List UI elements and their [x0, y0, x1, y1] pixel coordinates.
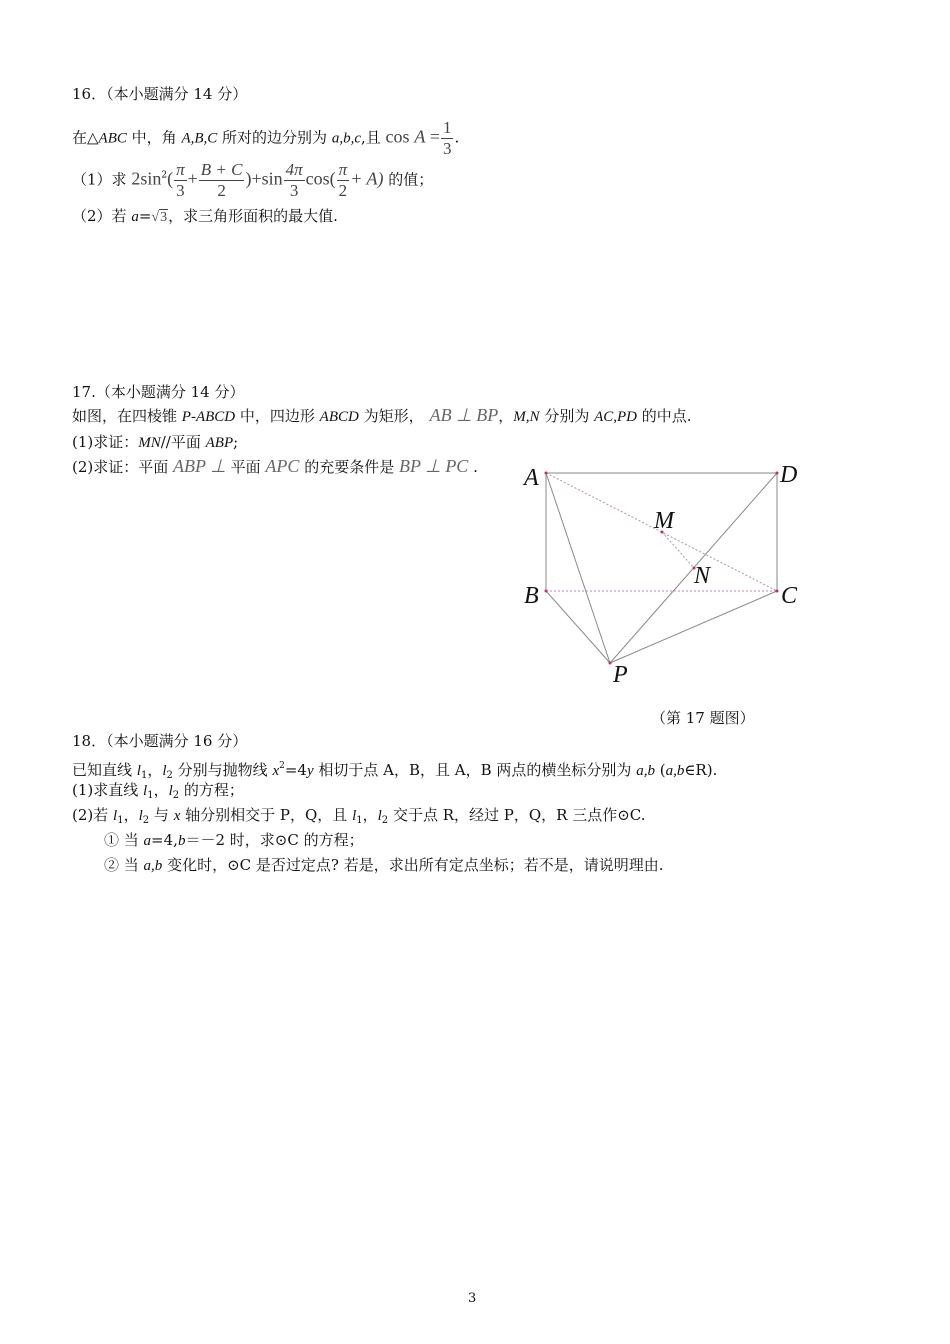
edge-AP: [546, 473, 610, 663]
q16-header: 16．（本小题满分 14 分）: [72, 85, 248, 103]
q18-sub2: ② 当 a,b 变化时，⊙C 是否过定点? 若是，求出所有定点坐标；若不是，请说明理由.: [104, 856, 664, 874]
label-D: D: [780, 462, 798, 488]
page-number: 3: [468, 1291, 477, 1306]
edge-BP: [546, 591, 610, 663]
q17-part1: (1)求证：MN//平面 ABP;: [72, 433, 239, 451]
q16-stem: 在△ABC 中，角 A,B,C 所对的边分别为 a,b,c,且 cos A = $\frac{1}{3}$ .: [72, 118, 460, 158]
q18-sub1: ① 当 a=4,b＝－2 时，求⊙C 的方程；: [104, 831, 364, 849]
q18-header: 18．（本小题满分 16 分）: [72, 732, 248, 750]
q18-part1: (1)求直线 $l_1$，$l_2$ 的方程；: [72, 781, 244, 801]
edge-CP: [610, 591, 777, 663]
vertex-A: [545, 472, 548, 475]
vertex-D: [776, 472, 779, 475]
label-C: C: [781, 583, 798, 609]
label-P: P: [613, 662, 628, 688]
vertex-P: [609, 662, 612, 665]
q16-part2: （2）若 a=√3，求三角形面积的最大值.: [72, 206, 338, 228]
q16-part1: （1）求 $2\sin^2$( $\frac{\pi}{3}$ + $\frac{B + C}{2}$ )+sin $\frac{4\pi}{3}$ cos( $\frac{\pi}{2}$ + A) 的值；: [72, 160, 434, 200]
label-N: N: [694, 563, 711, 589]
figure-caption: （第 17 题图）: [651, 709, 755, 727]
pyramid-figure: [510, 450, 820, 695]
sqrt-symbol: √3: [151, 210, 168, 225]
q17-header: 17.（本小题满分 14 分）: [72, 383, 245, 401]
segment-MN: [662, 532, 694, 568]
q17-stem: 如图，在四棱锥 P-ABCD 中，四边形 ABCD 为矩形， AB ⊥ BP，M,N 分别为 AC,PD 的中点.: [72, 405, 692, 425]
q18-part2: (2)若 $l_1$，$l_2$ 与 x 轴分别相交于 P，Q，且 $l_1$，$l_2$ 交于点 R，经过 P，Q，R 三点作⊙C.: [72, 806, 646, 826]
vertex-C: [776, 590, 779, 593]
q18-stem: 已知直线 $l_1$，$l_2$ 分别与抛物线 $x^2=4y$ 相切于点 A，B，且 A，B 两点的横坐标分别为 a,b (a,b∈R).: [72, 761, 718, 781]
q16-fraction: $\frac{1}{3}$: [442, 118, 452, 158]
q17-part2: (2)求证：平面 ABP ⊥ 平面 APC 的充要条件是 BP ⊥ PC .: [72, 456, 478, 476]
label-M: M: [654, 508, 674, 534]
label-B: B: [524, 583, 539, 609]
label-A: A: [524, 465, 539, 491]
vertex-B: [545, 590, 548, 593]
